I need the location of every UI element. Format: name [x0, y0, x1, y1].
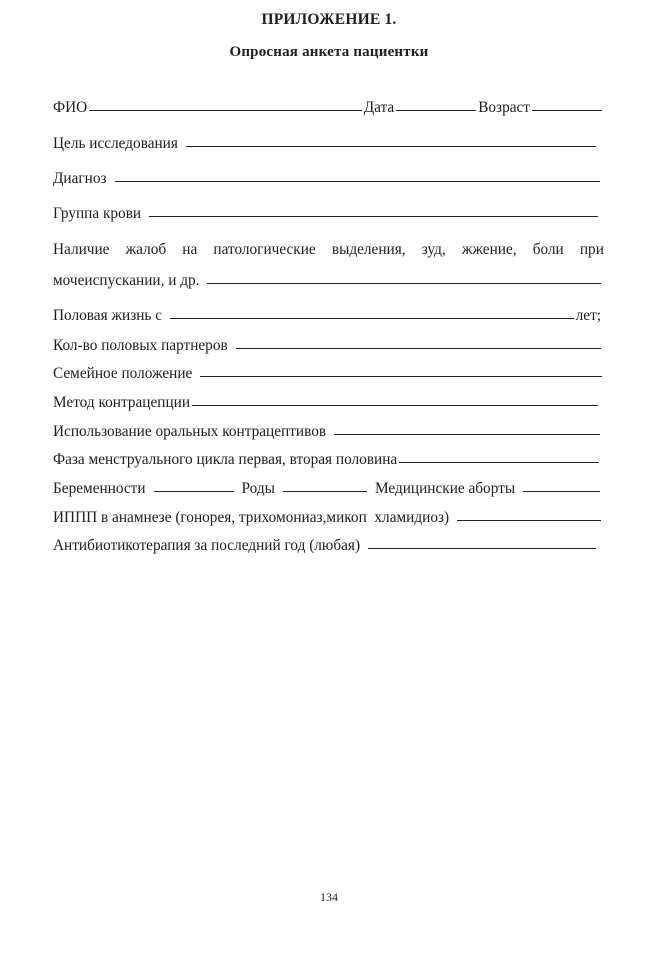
row-diagnosis — [53, 170, 602, 190]
births-label: Роды — [241, 480, 275, 497]
pregnancies-label: Беременности — [53, 480, 146, 497]
row-pregnancies-births-abortions — [53, 480, 602, 500]
complaints-word: патологические — [213, 241, 316, 258]
fio-label: ФИО — [53, 99, 88, 116]
row-sex-life — [53, 307, 601, 327]
complaints-word: жжение, — [461, 241, 517, 258]
cycle-phase-label: Фаза менструального цикла первая, вторая половина — [53, 451, 398, 468]
page-number: 134 — [320, 890, 338, 904]
sti-history-label: ИППП в анамнезе (гонорея, трихомониаз,микоп хламидиоз) — [53, 509, 450, 526]
date-field[interactable] — [396, 110, 476, 111]
complaints-word: жалоб — [125, 241, 167, 258]
abortions-label: Медицинские аборты — [374, 480, 516, 497]
complaints-word: при — [579, 241, 604, 258]
row-antibiotics — [53, 537, 598, 557]
blood-group-field[interactable] — [149, 216, 598, 217]
row-purpose — [53, 135, 598, 155]
births-field[interactable] — [283, 491, 367, 492]
diagnosis-field[interactable] — [115, 181, 600, 182]
marital-status-field[interactable] — [200, 376, 602, 377]
complaints-word: боли — [532, 241, 564, 258]
partners-label: Кол-во половых партнеров — [53, 337, 228, 354]
complaints-word: зуд, — [421, 241, 446, 258]
row-partners — [53, 337, 603, 357]
complaints-word: выделения, — [331, 241, 406, 258]
pregnancies-field[interactable] — [154, 491, 234, 492]
blood-group-label: Группа крови — [53, 205, 142, 222]
age-label: Возраст — [478, 99, 530, 116]
row-complaints-2 — [53, 272, 603, 292]
age-field[interactable] — [532, 110, 602, 111]
oral-contraceptives-field[interactable] — [334, 434, 600, 435]
row-oral-contraceptives — [53, 423, 602, 443]
complaints-label-line-2: мочеиспускании, и др. — [53, 272, 200, 289]
sex-life-field[interactable] — [170, 318, 574, 319]
row-blood-group — [53, 205, 600, 225]
questionnaire-title: Опросная анкета пациентки — [229, 44, 429, 60]
sex-life-suffix: лет; — [575, 307, 601, 324]
complaints-field[interactable] — [207, 283, 601, 284]
purpose-label: Цель исследования — [53, 135, 178, 152]
antibiotics-field[interactable] — [368, 548, 596, 549]
marital-status-label: Семейное положение — [53, 365, 193, 382]
complaints-line-1 — [53, 241, 604, 259]
sti-history-field[interactable] — [457, 520, 601, 521]
date-label: Дата — [363, 99, 395, 116]
complaints-word: на — [182, 241, 198, 258]
contraception-label: Метод контрацепции — [53, 394, 191, 411]
row-marital-status — [53, 365, 604, 385]
diagnosis-label: Диагноз — [53, 170, 107, 187]
appendix-heading: ПРИЛОЖЕНИЕ 1. — [261, 11, 397, 28]
fio-field[interactable] — [89, 110, 362, 111]
row-fio-date-age — [53, 99, 604, 119]
row-sti-history — [53, 509, 603, 529]
antibiotics-label: Антибиотикотерапия за последний год (любая) — [53, 537, 361, 554]
partners-field[interactable] — [236, 348, 601, 349]
row-cycle-phase — [53, 451, 601, 471]
abortions-field[interactable] — [523, 491, 600, 492]
purpose-field[interactable] — [186, 146, 596, 147]
row-contraception — [53, 394, 600, 414]
sex-life-label: Половая жизнь с — [53, 307, 163, 324]
cycle-phase-field[interactable] — [399, 462, 599, 463]
complaints-word: Наличие — [53, 241, 110, 258]
oral-contraceptives-label: Использование оральных контрацептивов — [53, 423, 327, 440]
contraception-field[interactable] — [192, 405, 598, 406]
